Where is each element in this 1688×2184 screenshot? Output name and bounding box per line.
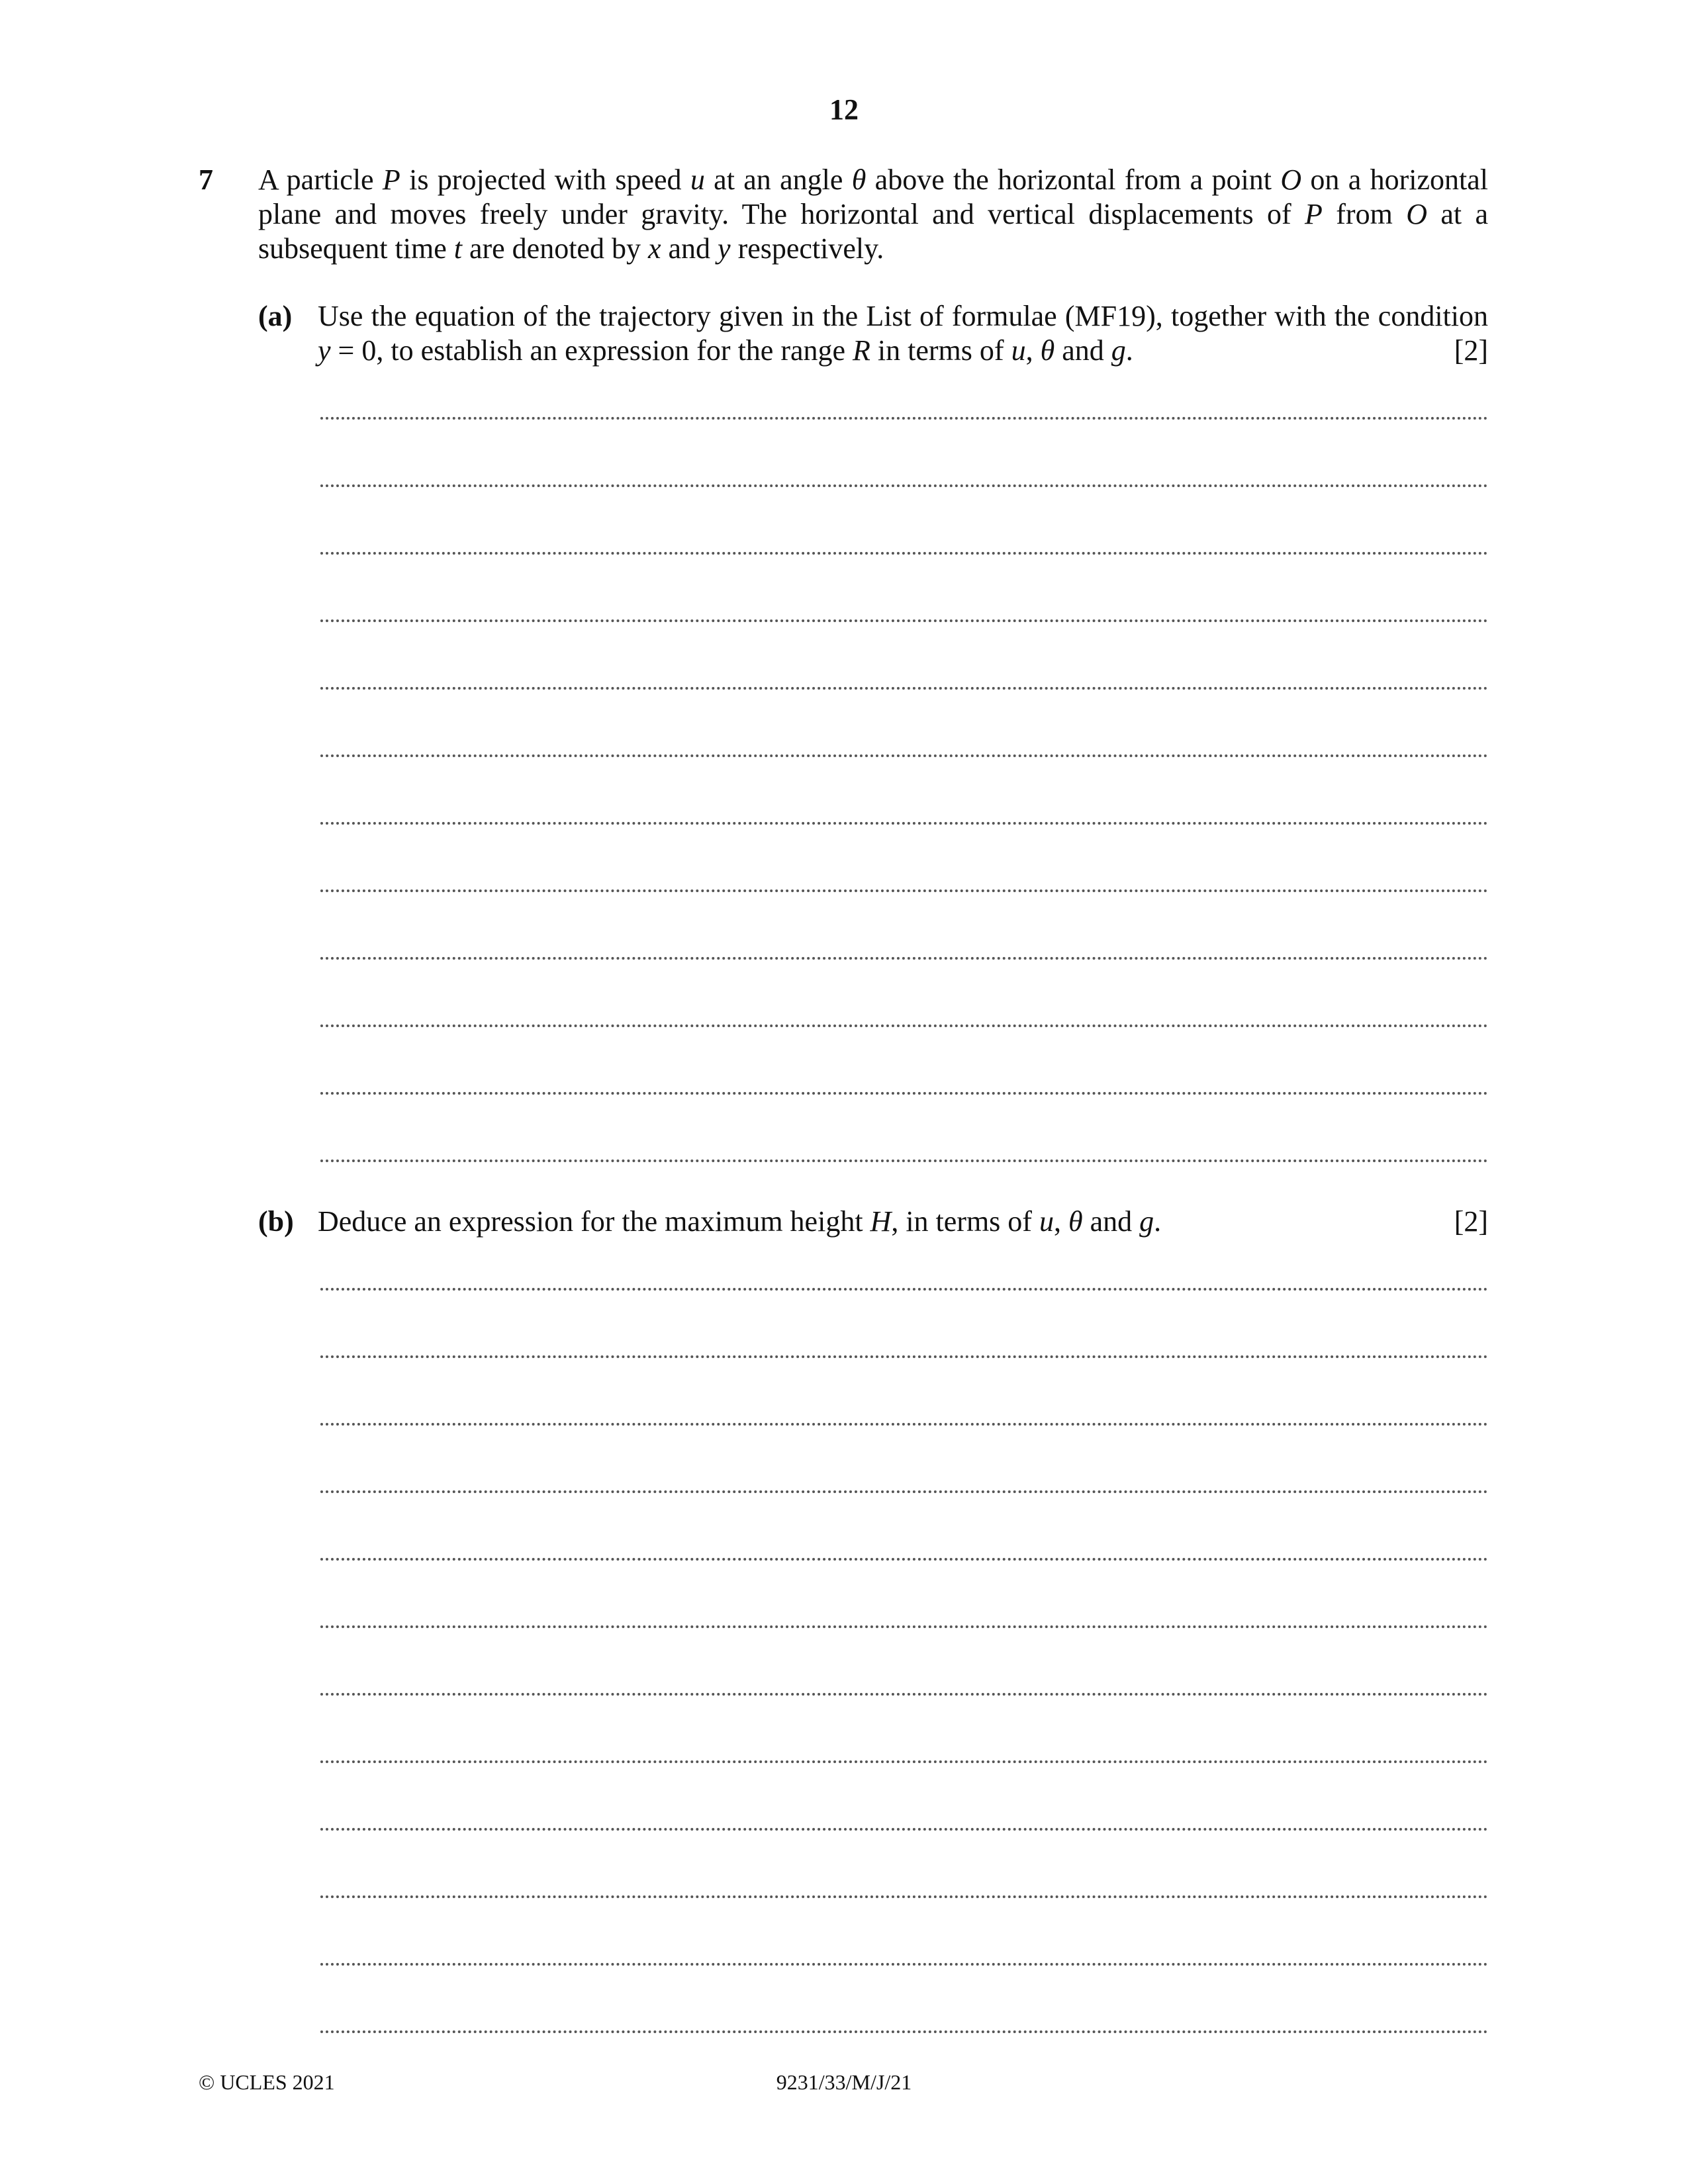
page-number: 12 [829,93,859,126]
part-a-line-1: Use the equation of the trajectory given in the List of formulae (MF19), together with the condition [318,300,1488,332]
part-b-label: (b) [258,1205,294,1238]
answer-line-a-9[interactable] [320,957,1488,960]
stem-line-1: A particle P is projected with speed u at an angle θ above the horizontal from a point O on a horizontal [258,163,1488,196]
footer-paper-code: 9231/33/M/J/21 [776,2070,912,2094]
answer-line-b-5[interactable] [320,1558,1488,1561]
footer-copyright: © UCLES 2021 [199,2070,335,2094]
part-b-text [318,1205,1488,1239]
question-number: 7 [199,163,213,196]
answer-line-b-11[interactable] [320,1963,1488,1966]
answer-line-b-1[interactable] [320,1288,1488,1291]
answer-line-a-3[interactable] [320,552,1488,555]
part-a-text [318,299,1488,368]
answer-line-a-1[interactable] [320,417,1488,420]
answer-line-a-12[interactable] [320,1160,1488,1162]
answer-line-a-10[interactable] [320,1024,1488,1027]
part-a-marks: [2] [1454,334,1488,367]
part-a-line-2: y = 0, to establish an expression for the range R in terms of u, θ and g. [318,334,1133,367]
answer-line-b-9[interactable] [320,1828,1488,1831]
answer-line-a-5[interactable] [320,687,1488,690]
stem-line-2: plane and moves freely under gravity. The horizontal and vertical displacements of P from O at a [258,198,1488,230]
answer-line-b-7[interactable] [320,1693,1488,1696]
part-b-marks: [2] [1454,1205,1488,1238]
answer-line-b-2[interactable] [320,1355,1488,1358]
answer-line-b-10[interactable] [320,1895,1488,1898]
answer-line-a-4[interactable] [320,619,1488,622]
part-b-line-1: Deduce an expression for the maximum height H, in terms of u, θ and g. [318,1205,1162,1238]
answer-line-b-6[interactable] [320,1625,1488,1628]
answer-line-a-8[interactable] [320,889,1488,892]
answer-line-a-7[interactable] [320,822,1488,825]
answer-line-a-11[interactable] [320,1092,1488,1095]
answer-line-b-4[interactable] [320,1490,1488,1493]
question-stem [258,163,1488,266]
stem-line-3: subsequent time t are denoted by x and y respectively. [258,232,884,265]
answer-line-a-2[interactable] [320,484,1488,487]
answer-line-b-8[interactable] [320,1760,1488,1763]
answer-line-b-12[interactable] [320,2030,1488,2033]
part-a-label: (a) [258,300,293,332]
answer-line-a-6[interactable] [320,754,1488,757]
answer-line-b-3[interactable] [320,1423,1488,1426]
